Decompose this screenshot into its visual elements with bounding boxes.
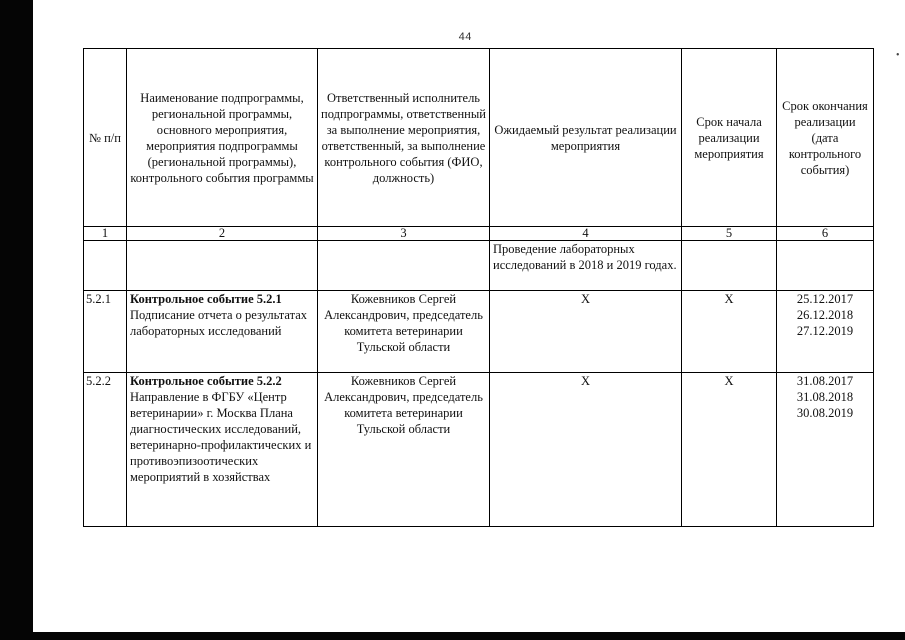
table-row — [84, 373, 874, 527]
scan-bottom-border — [0, 632, 905, 640]
header-num: № п/п — [84, 49, 127, 227]
event-title: Контрольное событие 5.2.1 — [130, 292, 282, 306]
row-event — [127, 291, 318, 373]
col-number: 1 — [84, 227, 127, 241]
row-number — [84, 241, 127, 291]
table-row — [84, 241, 874, 291]
col-number: 3 — [318, 227, 490, 241]
scan-edge-mark: • — [896, 50, 900, 61]
col-number: 4 — [490, 227, 682, 241]
header-responsible: Ответственный исполнитель подпрограммы, ответственный за выполнение мероприятия, ответственный, за выполнение контрольного события (ФИО, должность) — [318, 49, 490, 227]
event-text: Направление в ФГБУ «Центр ветеринарии» г. Москва Плана диагностических исследований, ветеринарно-профилактических и противоэпизоотических мероприятий в хозяйствах — [130, 390, 312, 484]
row-start — [682, 241, 777, 291]
row-end — [777, 241, 874, 291]
event-text: Подписание отчета о результатах лабораторных исследований — [130, 308, 308, 338]
row-responsible: Кожевников Сергей Александрович, председатель комитета ветеринарии Тульской области — [318, 373, 490, 527]
row-responsible: Кожевников Сергей Александрович, председатель комитета ветеринарии Тульской области — [318, 291, 490, 373]
row-end — [777, 291, 874, 373]
col-number: 2 — [127, 227, 318, 241]
header-result: Ожидаемый результат реализации мероприятия — [490, 49, 682, 227]
header-end: Срок окончания реализации (дата контрольного события) — [777, 49, 874, 227]
row-number: 5.2.2 — [84, 373, 127, 527]
row-event — [127, 241, 318, 291]
row-end — [777, 373, 874, 527]
header-name: Наименование подпрограммы, региональной программы, основного мероприятия, мероприятия подпрограммы (региональной программы), контрольного события программы — [127, 49, 318, 227]
col-number: 5 — [682, 227, 777, 241]
end-date: 31.08.2018 — [796, 390, 854, 404]
scan-left-border — [0, 0, 33, 640]
end-date: 31.08.2017 — [796, 374, 854, 388]
row-start: Х — [682, 291, 777, 373]
end-date: 27.12.2019 — [796, 324, 854, 338]
table-row — [84, 291, 874, 373]
row-result: Х — [490, 291, 682, 373]
row-number: 5.2.1 — [84, 291, 127, 373]
col-number: 6 — [777, 227, 874, 241]
end-date: 25.12.2017 — [796, 292, 854, 306]
header-start: Срок начала реализации мероприятия — [682, 49, 777, 227]
plan-table — [83, 48, 874, 527]
page-number: 44 — [458, 32, 472, 44]
row-event — [127, 373, 318, 527]
row-responsible — [318, 241, 490, 291]
column-number-row — [84, 227, 874, 241]
row-result: Х — [490, 373, 682, 527]
header-row — [84, 49, 874, 227]
end-date: 26.12.2018 — [796, 308, 854, 322]
event-title: Контрольное событие 5.2.2 — [130, 374, 282, 388]
end-date: 30.08.2019 — [796, 406, 854, 420]
row-result: Проведение лабораторных исследований в 2018 и 2019 годах. — [490, 241, 682, 291]
row-start: Х — [682, 373, 777, 527]
